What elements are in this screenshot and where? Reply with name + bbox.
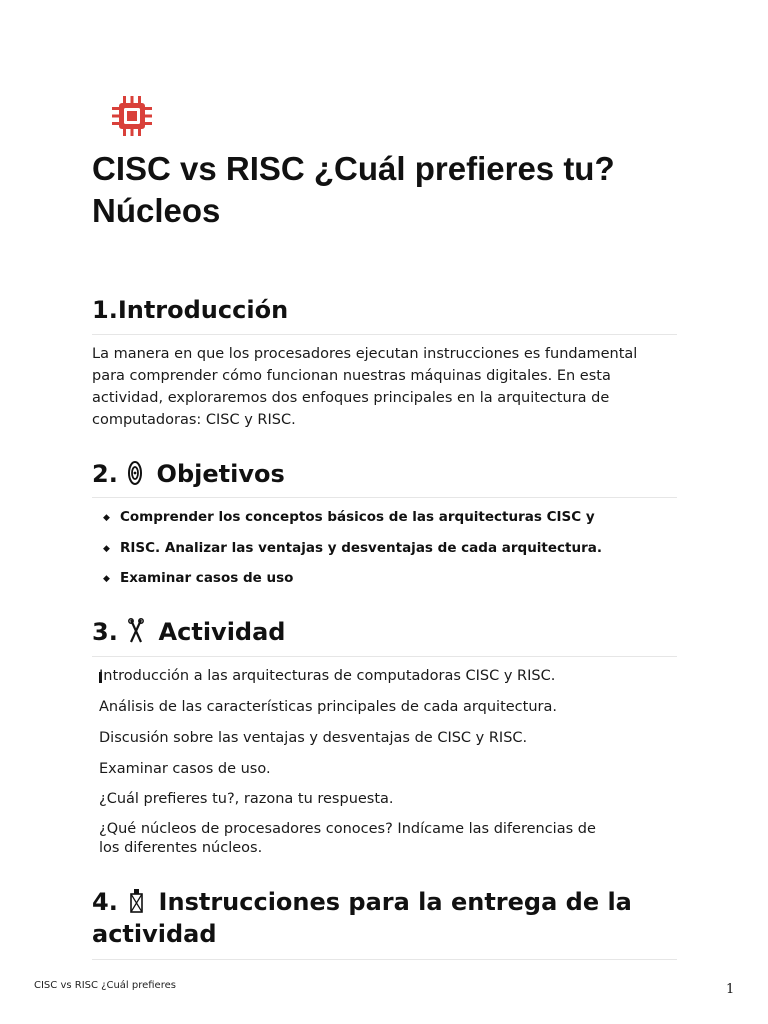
intro-paragraph: La manera en que los procesadores ejecutan instrucciones es fundamental para comprender cómo funcionan nuestras máquinas digitales. En esta actividad, exploraremos dos enfoques principales en la arquitectura de computadoras: CISC y RISC.	[92, 346, 638, 428]
section-heading-label: Instrucciones para la entrega de la actividad	[92, 888, 632, 948]
envelope-icon	[128, 888, 144, 914]
section-divider	[92, 656, 677, 657]
footer-title: CISC vs RISC ¿Cuál prefieres	[34, 980, 176, 991]
activity-item: Introducción a las arquitecturas de computadoras CISC y RISC.	[99, 668, 556, 684]
page-number: 1	[726, 982, 735, 997]
cpu-chip-icon	[110, 94, 154, 138]
section-heading-introduccion: 1.Introducción	[92, 296, 289, 324]
section-number: 3.	[92, 618, 118, 646]
section-divider	[92, 959, 677, 960]
section-divider	[92, 497, 677, 498]
list-item: ◆ Examinar casos de uso	[100, 567, 602, 598]
bullet-icon: ◆	[103, 513, 110, 523]
tools-icon	[128, 618, 144, 644]
section-heading-actividad	[92, 616, 677, 648]
activity-item: Discusión sobre las ventajas y desventajas de CISC y RISC.	[99, 730, 528, 746]
section-number: 4.	[92, 888, 118, 916]
section-heading-entrega	[92, 886, 677, 950]
activity-item: Análisis de las características principales de cada arquitectura.	[99, 699, 557, 715]
section-heading-label: Actividad	[158, 618, 286, 646]
list-item: ◆ RISC. Analizar las ventajas y desventajas de cada arquitectura.	[100, 537, 602, 568]
section-divider	[92, 334, 677, 335]
section-number: 2.	[92, 460, 118, 488]
activity-item: ¿Qué núcleos de procesadores conoces? Indícame las diferencias de los diferentes núcleos.	[99, 821, 596, 856]
page-title: CISC vs RISC ¿Cuál prefieres tu? Núcleos	[92, 150, 615, 229]
bullet-icon: ◆	[103, 574, 110, 584]
list-item: ◆ Comprender los conceptos básicos de las arquitecturas CISC y	[100, 506, 602, 537]
section-heading-label: Objetivos	[156, 460, 285, 488]
activity-item: Examinar casos de uso.	[99, 761, 271, 777]
target-icon	[128, 460, 142, 486]
bullet-icon: ◆	[103, 543, 110, 554]
objectives-list	[100, 506, 602, 598]
section-heading-objetivos	[92, 458, 677, 490]
activity-item: ¿Cuál prefieres tu?, razona tu respuesta.	[99, 791, 394, 807]
